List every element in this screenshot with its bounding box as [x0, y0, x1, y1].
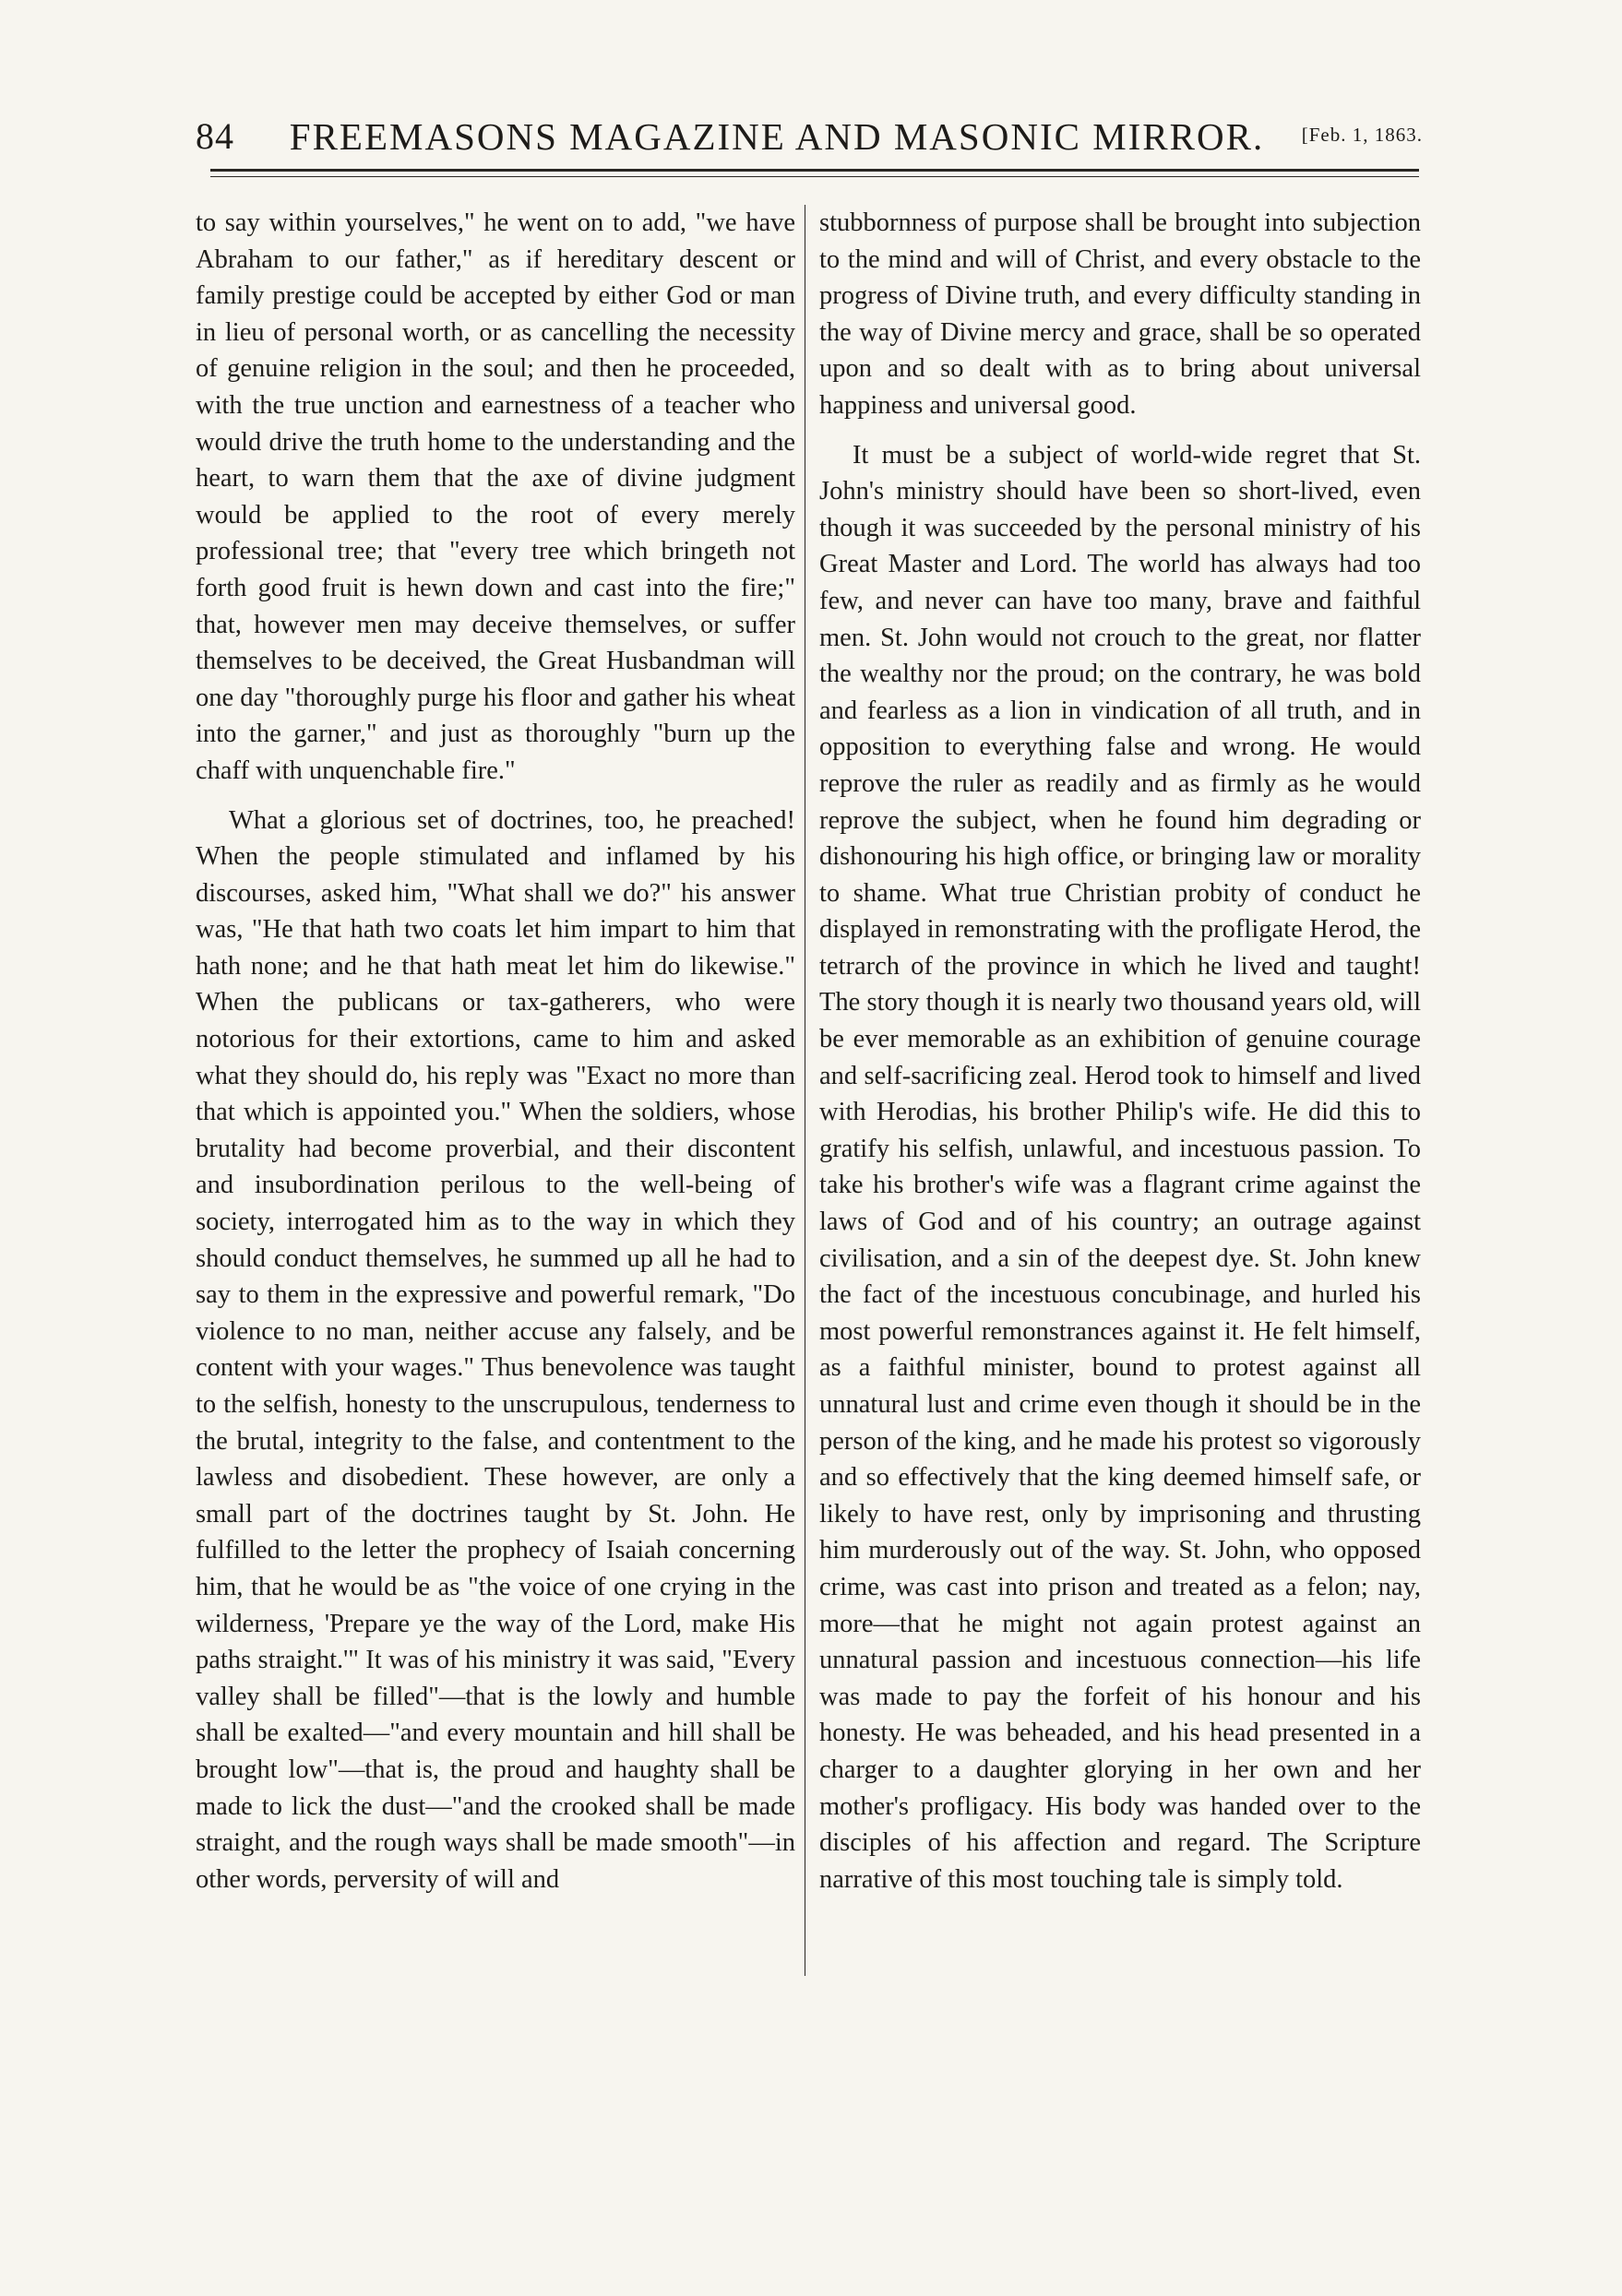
issue-date: [Feb. 1, 1863. [1301, 124, 1423, 146]
left-paragraph-2: What a glorious set of doctrines, too, he preached! When the people stimulated and inflamed by his discourses, asked him, "What shall we do?" his answer was, "He that hath two coats let him impart to him that hath none; and he that hath meat let him do likewise." When the publicans or tax-gatherers, who were notorious for their extortions, came to him and asked what they should do, his reply was "Exact no more than that which is appointed you." When the soldiers, whose brutality had become proverbial, and their discontent and insubordination perilous to the well-being of society, interrogated him as to the way in which they should conduct themselves, he summed up all he had to say to them in the expressive and powerful remark, "Do violence to no man, neither accuse any falsely, and be content with your wages." Thus benevolence was taught to the selfish, honesty to the unscrupulous, tenderness to the brutal, integrity to the false, and contentment to the lawless and disobedient. These however, are only a small part of the doctrines taught by St. John. He fulfilled to the letter the prophecy of Isaiah concerning him, that he would be as "the voice of one crying in the wilderness, 'Prepare ye the way of the Lord, make His paths straight.'" It was of his ministry it was said, "Every valley shall be filled"—that is the lowly and humble shall be exalted—"and every mountain and hill shall be brought low"—that is, the proud and haughty shall be made to lick the dust—"and the crooked shall be made straight, and the rough ways shall be made smooth"—in other words, perversity of will and [196, 805, 795, 1894]
header-rule-thick [210, 169, 1419, 172]
left-column [196, 205, 795, 1897]
page-header [196, 109, 1423, 164]
right-paragraph-2: It must be a subject of world-wide regret that St. John's ministry should have been so short-lived, even though it was succeeded by the personal ministry of his Great Master and Lord. The world has always had too few, and never can have too many, brave and faithful men. St. John would not crouch to the great, nor flatter the wealthy nor the proud; on the contrary, he was bold and fearless as a lion in vindication of all truth, and in opposition to everything false and wrong. He would reprove the ruler as readily and as firmly as he would reprove the subject, when he found him degrading or dishonouring his high office, or bringing law or morality to shame. What true Christian probity of conduct he displayed in remonstrating with the profligate Herod, the tetrarch of the province in which he lived and taught! The story though it is nearly two thousand years old, will be ever memorable as an exhibition of genuine courage and self-sacrificing zeal. Herod took to himself and lived with Herodias, his brother Philip's wife. He did this to gratify his selfish, unlawful, and incestuous passion. To take his brother's wife was a flagrant crime against the laws of God and of his country; an outrage against civilisation, and a sin of the deepest dye. St. John knew the fact of the incestuous concubinage, and hurled his most powerful remonstrances against it. He felt himself, as a faithful minister, bound to protest against all unnatural lust and crime even though it should be in the person of the king, and he made his protest so vigorously and so effectively that the king deemed himself safe, or likely to have rest, only by imprisoning and thrusting him murderously out of the way. St. John, who opposed crime, was cast into prison and treated as a felon; nay, more—that he might not again protest against an unnatural passion and incestuous connection—his life was made to pay the forfeit of his honour and his honesty. He was beheaded, and his head presented in a charger to a daughter glorying in her own and her mother's profligacy. His body was handed over to the disciples of his affection and regard. The Scripture narrative of this most touching tale is simply told. [819, 440, 1421, 1894]
right-paragraph-1: stubbornness of purpose shall be brought into subjection to the mind and will of Christ, and every obstacle to the progress of Divine truth, and every difficulty standing in the way of Divine mercy and grace, shall be so operated upon and so dealt with as to bring about universal happiness and universal good. [819, 208, 1421, 420]
right-column [819, 205, 1421, 1897]
page-number: 84 [196, 115, 234, 157]
running-title: FREEMASONS MAGAZINE AND MASONIC MIRROR. [289, 115, 1265, 158]
header-rule-thin [210, 176, 1419, 177]
left-paragraph-1: to say within yourselves," he went on to add, "we have Abraham to our father," as if hereditary descent or family prestige could be accepted by either God or man in lieu of personal worth, or as cancelling the necessity of genuine religion in the soul; and then he proceeded, with the true unction and earnestness of a teacher who would drive the truth home to the understanding and the heart, to warn them that the axe of divine judgment would be applied to the root of every merely professional tree; that "every tree which bringeth not forth good fruit is hewn down and cast into the fire;" that, however men may deceive themselves, or suffer themselves to be deceived, the Great Husbandman will one day "thoroughly purge his floor and gather his wheat into the garner," and just as thoroughly "burn up the chaff with unquenchable fire." [196, 208, 795, 785]
